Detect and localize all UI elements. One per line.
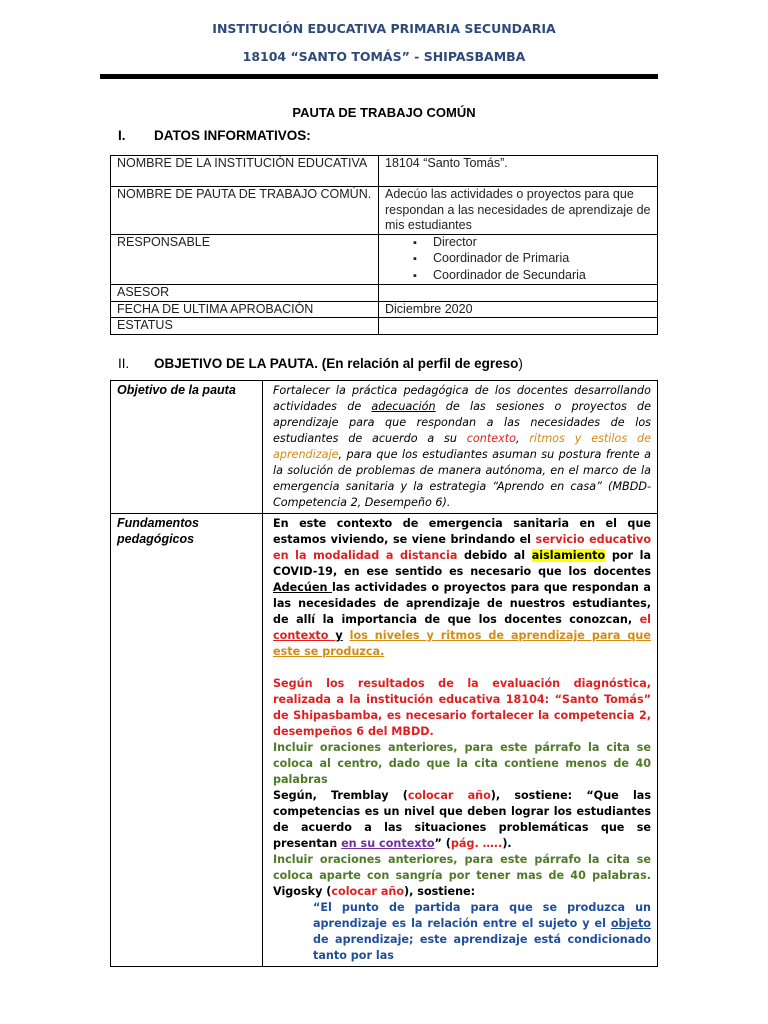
objetivo-part: adecuación [371,400,436,413]
text-part: los niveles y ritmos de aprendizaje para que este se produzca. [273,629,651,658]
fundamentos-label: Fundamentos pedagógicos [111,514,263,967]
fundamentos-paragraph-2: Según los resultados de la evaluación diagnóstica, realizada a la institución educativa 18104: “Santo Tomás” de Shipasbamba, es necesario fortalecer la competencia 2, desempeños 6 del MBDD. [273,677,651,738]
fecha-value: Diciembre 2020 [379,301,658,318]
fundamentos-paragraph-3: Incluir oraciones anteriores, para este párrafo la cita se coloca al centro, dado que la cita contiene menos de 40 palabras [273,741,651,786]
document-title: PAUTA DE TRABAJO COMÚN [292,105,476,120]
text-part: pág. ….. [450,837,503,850]
objetivo-part: Fortalecer la práctica pedagógica de los docentes desarrollando actividades de [273,384,651,413]
asesor-label: ASESOR [111,285,379,302]
responsable-list [385,235,651,285]
table-row [111,301,658,318]
text-part: contexto [273,629,336,642]
text-part: objeto [610,917,651,930]
list-item: ▪ Coordinador de Primaria [433,251,651,268]
text-part: el [639,613,651,626]
responsable-value [379,234,658,285]
fundamentos-paragraph-5 [273,852,651,900]
table-row [111,514,658,967]
text-part: Adecúen [273,581,332,594]
text-part [343,629,350,642]
institution-label: NOMBRE DE LA INSTITUCIÓN EDUCATIVA [111,156,379,187]
text-part: ” ( [434,837,451,850]
text-part: por la COVID-19, en ese sentido es necesario que los docentes [273,549,652,578]
text-part: debido al [457,549,532,562]
responsable-label: RESPONSABLE [111,234,379,285]
fundamentos-paragraph-1 [273,516,651,660]
text-part: colocar año [331,885,405,898]
objetivo-part: de las sesiones o proyectos de aprendizaje para que respondan a las necesidades de los estudiantes de acuerdo a su [273,400,651,445]
institution-header: INSTITUCIÓN EDUCATIVA PRIMARIA SECUNDARIA [212,21,556,36]
school-header: 18104 “SANTO TOMÁS” - SHIPASBAMBA [242,49,526,64]
text-part: de aprendizaje; este aprendizaje está condicionado tanto por las [313,933,651,962]
objective-table [110,380,658,967]
asesor-value [379,285,658,302]
fecha-label: FECHA DE ULTIMA APROBACIÓN [111,301,379,318]
text-part: colocar año [407,789,491,802]
table-row [111,381,658,514]
text-part: Vigosky ( [273,885,332,898]
text-part: ), sostiene: [404,885,476,898]
estatus-label: ESTATUS [111,318,379,335]
institution-value: 18104 “Santo Tomás”. [379,156,658,187]
info-table [110,155,658,335]
objetivo-text [263,381,658,514]
section-2-number: II. [118,356,130,371]
section-2-subtitle: (En relación al perfil de egreso [321,356,519,371]
fundamentos-paragraph-4 [273,788,651,852]
pauta-name-label: NOMBRE DE PAUTA DE TRABAJO COMÚN. [111,187,379,235]
text-part: servicio educativo en la modalidad a distancia [273,533,652,562]
text-part: “El punto de partida para que se produzca un aprendizaje es la relación entre el sujeto y el [313,901,651,930]
text-part: aislamiento [531,549,606,562]
table-row [111,234,658,285]
section-2-close: ) [518,356,523,371]
text-part: Incluir oraciones anteriores, para este párrafo la cita se coloca aparte con sangría por tener mas de 40 palabras. [273,853,651,882]
fundamentos-text [263,514,658,967]
section-1-title: DATOS INFORMATIVOS: [154,128,311,143]
text-part: en su contexto [341,837,435,850]
objetivo-label: Objetivo de la pauta [111,381,263,514]
text-part: Según, Tremblay ( [273,789,408,802]
text-part: En este contexto de emergencia sanitaria en el que estamos viviendo, se viene brindando el [273,517,651,546]
fundamentos-quote [273,900,651,964]
section-1-heading [118,128,311,143]
text-part: las actividades o proyectos para que respondan a las necesidades de aprendizaje de nuestros estudiantes, de allí la importancia de que los docentes conozcan, [273,581,651,626]
text-part: y [335,629,343,642]
table-row [111,156,658,187]
section-1-number: I. [118,128,126,143]
section-2-heading [118,356,523,371]
objetivo-part: contexto [466,432,516,445]
list-item: ▪ Coordinador de Secundaria [433,268,651,285]
pauta-name-value: Adecúo las actividades o proyectos para que respondan a las necesidades de aprendizaje de mis estudiantes [379,187,658,235]
text-part: ), sostiene: “Que las competencias es un nivel que deben lograr los estudiantes de acuerdo a las situaciones problemáticas que se presentan [273,789,651,850]
objetivo-part: , [515,432,530,445]
estatus-value [379,318,658,335]
objetivo-part: ritmos y estilos de aprendizaje [273,432,651,461]
text-part: ). [502,837,512,850]
objetivo-part: , para que los estudiantes asuman su postura frente a la solución de problemas de manera autónoma, en el marco de la emergencia sanitaria y la estrategia “Aprendo en casa” (MBDD- Competencia 2, Desempeño 6). [273,448,651,509]
table-row [111,285,658,302]
header-divider [100,74,658,79]
table-row [111,187,658,235]
table-row [111,318,658,335]
list-item: ▪ Director [433,235,651,252]
section-2-title: OBJETIVO DE LA PAUTA. [154,356,319,371]
